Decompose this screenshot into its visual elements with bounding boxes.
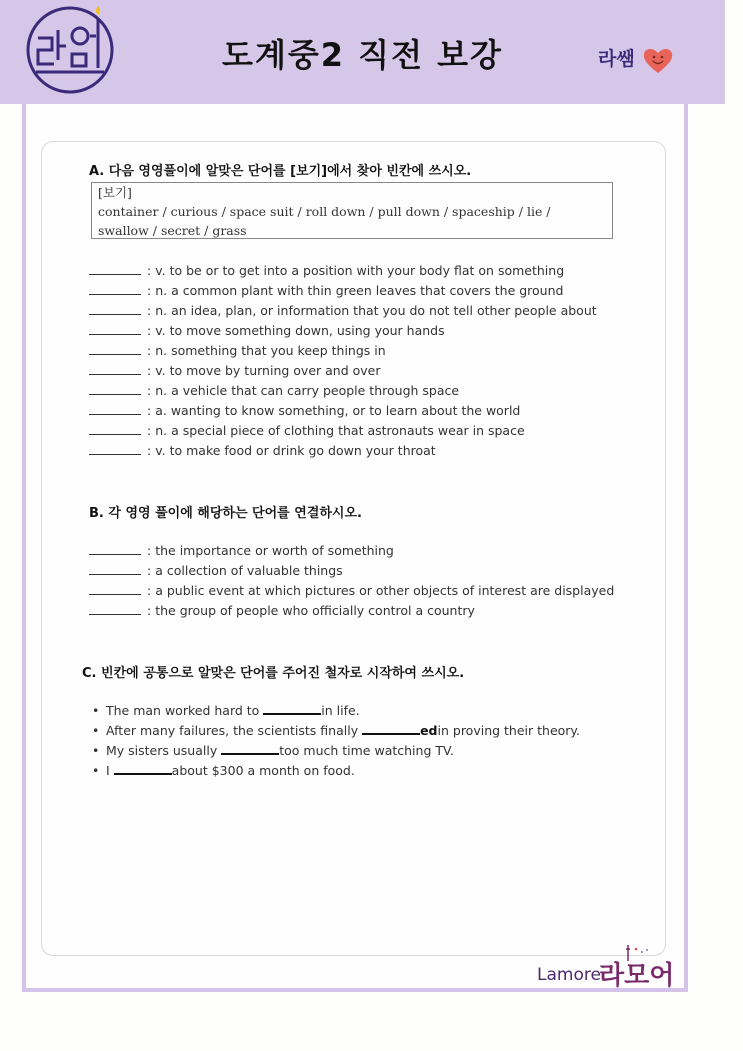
bullet-icon: • xyxy=(92,763,100,778)
answer-blank[interactable] xyxy=(89,382,141,395)
statue-skyline-icon xyxy=(622,943,652,961)
answer-blank[interactable] xyxy=(89,562,141,575)
definition-row xyxy=(89,282,563,298)
definition-text: n. something that you keep things in xyxy=(155,343,386,358)
sentence-after: too much time watching TV. xyxy=(279,743,454,758)
colon: : xyxy=(147,383,152,398)
word-bank-line: container / curious / space suit / roll down / pull down / spaceship / lie / xyxy=(98,204,551,219)
colon: : xyxy=(147,363,152,378)
answer-blank[interactable] xyxy=(89,282,141,295)
sentence-item xyxy=(92,721,580,738)
word-bank-line: swallow / secret / grass xyxy=(98,223,247,238)
bullet-icon: • xyxy=(92,723,100,738)
bullet-icon: • xyxy=(92,703,100,718)
colon: : xyxy=(147,403,152,418)
definition-text: v. to move something down, using your hands xyxy=(155,323,445,338)
definition-text: n. a special piece of clothing that astronauts wear in space xyxy=(155,423,525,438)
definition-text: v. to be or to get into a position with your body flat on something xyxy=(155,263,565,278)
definition-row xyxy=(89,302,597,318)
teacher-label: 라쌤 xyxy=(598,48,635,70)
answer-blank[interactable] xyxy=(89,362,141,375)
definition-row xyxy=(89,342,386,358)
section-a-title: A. 다음 영영풀이에 알맞은 단어를 [보기]에서 찾아 빈칸에 쓰시오. xyxy=(89,164,472,179)
colon: : xyxy=(147,303,152,318)
definition-text: n. a common plant with thin green leaves that covers the ground xyxy=(155,283,564,298)
sentence-item xyxy=(92,741,454,758)
definition-text: the group of people who officially control a country xyxy=(155,603,475,618)
colon: : xyxy=(147,543,152,558)
definition-row xyxy=(89,562,343,578)
sentence-item xyxy=(92,701,360,718)
footer-brand-en: Lamore xyxy=(537,965,601,985)
definition-text: a public event at which pictures or other objects of interest are displayed xyxy=(155,583,615,598)
sentence-before: I xyxy=(106,763,114,778)
fill-blank[interactable] xyxy=(114,761,172,775)
definition-row xyxy=(89,262,564,278)
answer-blank[interactable] xyxy=(89,582,141,595)
colon: : xyxy=(147,563,152,578)
answer-blank[interactable] xyxy=(89,442,141,455)
page-title: 도계중2 직전 보강 xyxy=(222,36,503,74)
definition-row xyxy=(89,442,436,458)
sentence-before: After many failures, the scientists finally xyxy=(106,723,363,738)
colon: : xyxy=(147,283,152,298)
answer-blank[interactable] xyxy=(89,402,141,415)
answer-blank[interactable] xyxy=(89,422,141,435)
definition-text: v. to move by turning over and over xyxy=(155,363,381,378)
suffix-hint: ed xyxy=(420,723,438,738)
answer-blank[interactable] xyxy=(89,602,141,615)
sentence-before: The man worked hard to xyxy=(106,703,264,718)
definition-text: a. wanting to know something, or to learn about the world xyxy=(155,403,521,418)
answer-blank[interactable] xyxy=(89,322,141,335)
definition-text: the importance or worth of something xyxy=(155,543,394,558)
sentence-after: in proving their theory. xyxy=(437,723,581,738)
answer-blank[interactable] xyxy=(89,302,141,315)
sentence-after: in life. xyxy=(321,703,360,718)
definition-text: n. a vehicle that can carry people through space xyxy=(155,383,460,398)
colon: : xyxy=(147,603,152,618)
colon: : xyxy=(147,263,152,278)
word-bank-box xyxy=(91,182,613,239)
definition-text: a collection of valuable things xyxy=(155,563,343,578)
sentence-item xyxy=(92,761,355,778)
fill-blank[interactable] xyxy=(362,721,420,735)
fill-blank[interactable] xyxy=(221,741,279,755)
section-c-title: C. 빈칸에 공통으로 알맞은 단어를 주어진 철자로 시작하여 쓰시오. xyxy=(82,666,465,681)
definition-row xyxy=(89,422,525,438)
definition-row xyxy=(89,402,520,418)
colon: : xyxy=(147,423,152,438)
fill-blank[interactable] xyxy=(263,701,321,715)
definition-row xyxy=(89,382,459,398)
answer-blank[interactable] xyxy=(89,542,141,555)
colon: : xyxy=(147,443,152,458)
bullet-icon: • xyxy=(92,743,100,758)
sentence-before: My sisters usually xyxy=(106,743,222,758)
definition-text: n. an idea, plan, or information that you do not tell other people about xyxy=(155,303,597,318)
word-bank-label: [보기] xyxy=(98,185,132,200)
definition-text: v. to make food or drink go down your throat xyxy=(155,443,436,458)
definition-row xyxy=(89,322,445,338)
sentence-after: about $300 a month on food. xyxy=(171,763,355,778)
section-b-title: B. 각 영영 풀이에 해당하는 단어를 연결하시오. xyxy=(89,506,362,521)
footer-brand-kr: 라모어 xyxy=(599,961,675,991)
answer-blank[interactable] xyxy=(89,342,141,355)
definition-row xyxy=(89,362,381,378)
definition-row xyxy=(89,582,614,598)
answer-blank[interactable] xyxy=(89,262,141,275)
smiley-heart-icon xyxy=(642,46,674,74)
definition-row xyxy=(89,602,475,618)
header-banner xyxy=(0,0,725,104)
definition-row xyxy=(89,542,394,558)
colon: : xyxy=(147,343,152,358)
colon: : xyxy=(147,323,152,338)
colon: : xyxy=(147,583,152,598)
